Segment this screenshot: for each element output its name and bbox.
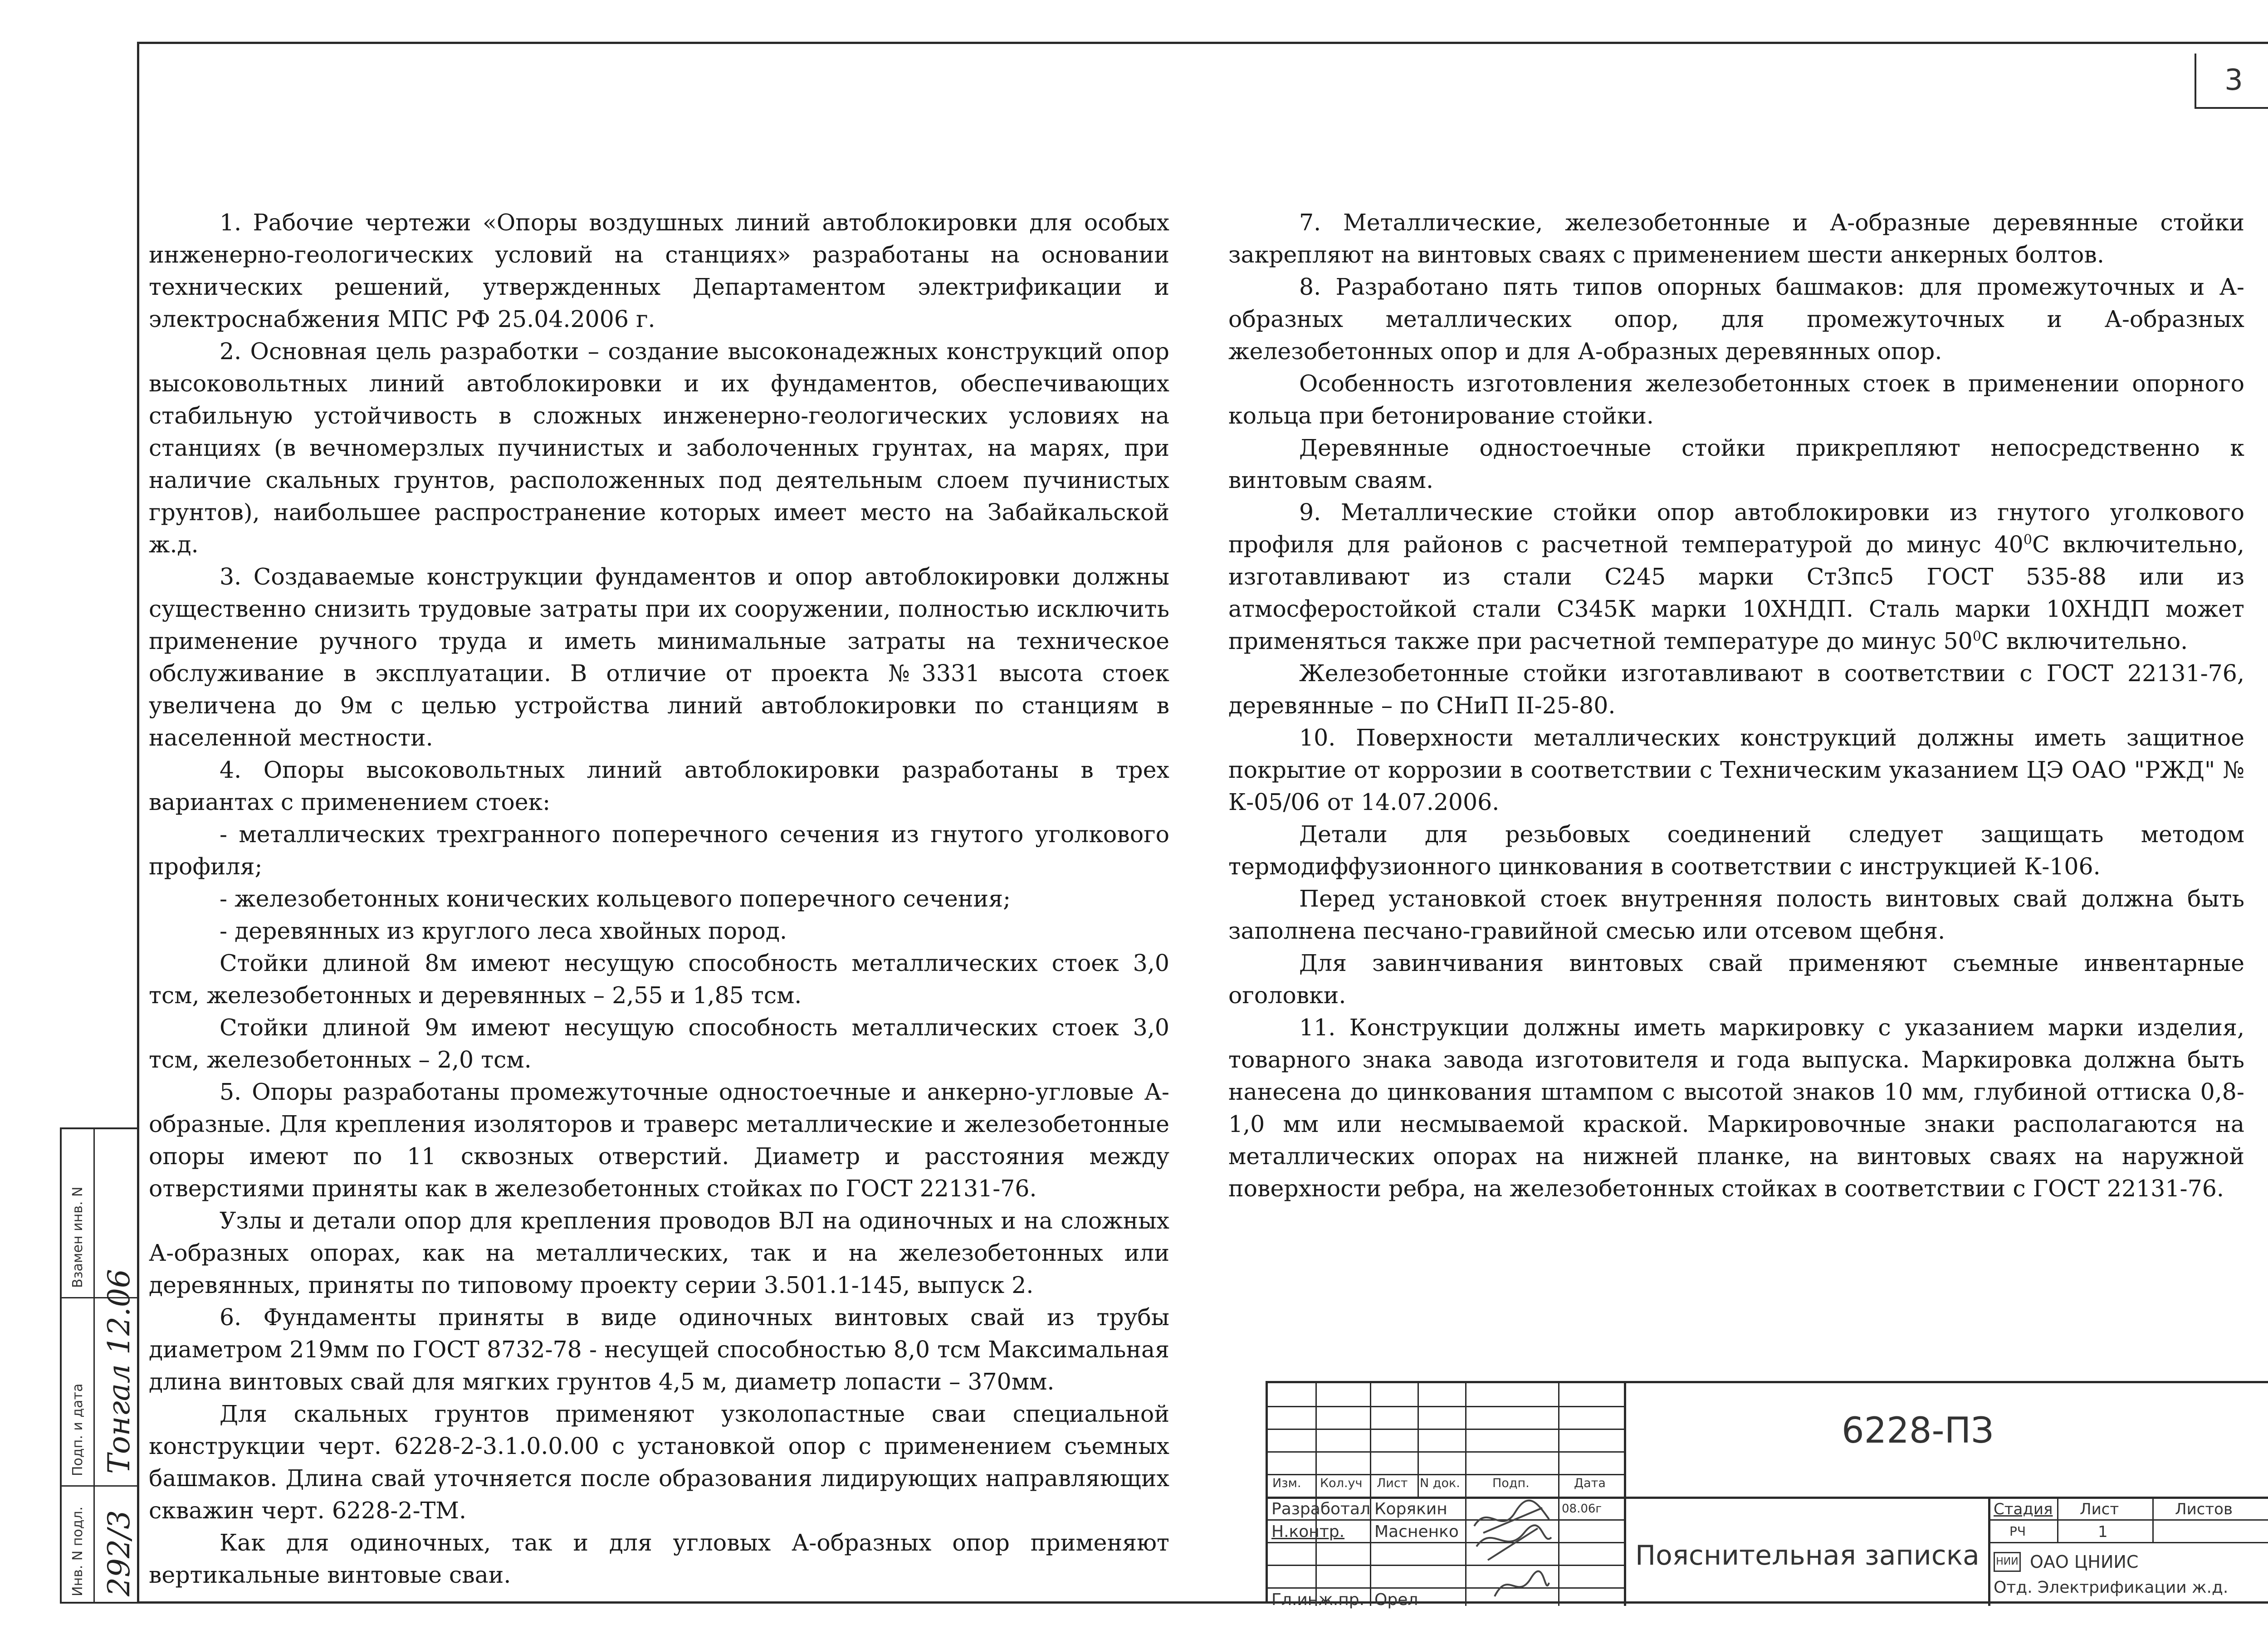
row-chief-role: Гл.инж.пр.: [1271, 1590, 1365, 1609]
sheet-label: Лист: [2080, 1500, 2119, 1518]
header-date: Дата: [1574, 1476, 1606, 1490]
label-inventory-number: Инв. N подл.: [70, 1506, 86, 1596]
org-logo-icon: НИИ: [1994, 1552, 2021, 1572]
label-replacement-inv: Взамен инв. N: [70, 1186, 86, 1288]
paragraph-9-part-c: С включительно.: [1981, 628, 2188, 654]
inventory-number-value: 292/3: [102, 1510, 137, 1596]
grid-line: [1988, 1542, 2268, 1543]
paragraph-3: 3. Создаваемые конструкции фундаментов и опор автоблокировки должны существенно снизить трудовые затраты при их сооружении, полностью исключить применение ручного труда и иметь минимальные затраты на техническое обслуживание в эксплуатации. В отличие от проекта №3331 высота стоек увеличена до 9м с целью устройства линий автоблокировки по станциям в населенной местности.: [149, 563, 1169, 751]
grid-line: [1315, 1383, 1317, 1606]
degree-sup: 0: [2023, 532, 2032, 548]
right-column: [1228, 206, 2244, 1205]
paragraph-4b: Стойки длиной 8м имеют несущую способность металлических стоек 3,0 тсм, железобетонных и деревянных – 2,55 и 1,85 тсм.: [149, 950, 1169, 1009]
grid-line: [1268, 1474, 1624, 1475]
margin-strip: [60, 1127, 137, 1604]
grid-line: [1465, 1383, 1466, 1606]
row-developed-date: 08.06г: [1562, 1502, 1602, 1516]
row-normcontrol-name: Масненко: [1374, 1522, 1459, 1541]
paragraph-5b: Узлы и детали опор для крепления проводов ВЛ на одиночных и на сложных А-образных опорах, как на металлических, так и на железобетонных или деревянных, приняты по типовому проекту серии 3.501.1-145, выпуск 2.: [149, 1207, 1169, 1298]
left-column: [149, 206, 1169, 1591]
title-block: [1266, 1381, 2268, 1609]
paragraph-8c: Деревянные одностоечные стойки прикрепляют непосредственно к винтовым сваям.: [1228, 434, 2244, 493]
row-developed-role: Разработал: [1271, 1500, 1371, 1518]
document-title: Пояснительная записка: [1635, 1540, 1980, 1571]
sheet-value: 1: [2098, 1523, 2108, 1541]
stage-label: Стадия: [1994, 1500, 2053, 1518]
header-doc-number: N док.: [1420, 1476, 1460, 1490]
paragraph-10: 10. Поверхности металлических конструкций должны иметь защитное покрытие от коррозии в соответствии с Техническим указанием ЦЭ ОАО "РЖД" № К-05/06 от 14.07.2006.: [1228, 724, 2244, 815]
grid-line: [1268, 1406, 1624, 1407]
paragraph-10b: Детали для резьбовых соединений следует защищать методом термодиффузионного цинкования в соответствии с инструкцией К-106.: [1228, 821, 2244, 880]
paragraph-10c: Перед установкой стоек внутренняя полость винтовых свай должна быть заполнена песчано-гравийной смесью или отсевом щебня.: [1228, 885, 2244, 944]
signature-scribble: [1486, 1565, 1554, 1606]
header-sheet: Лист: [1377, 1476, 1408, 1490]
paragraph-4c: Стойки длиной 9м имеют несущую способность металлических стоек 3,0 тсм, железобетонных – 2,0 тсм.: [149, 1014, 1169, 1073]
paragraph-5: 5. Опоры разработаны промежуточные одностоечные и анкерно-угловые А-образные. Для крепления изоляторов и траверс металлические и железобетонные опоры имеют по 11 сквозных отверстий. Диаметр и расстояния между отверстиями приняты как в железобетонных стойках по ГОСТ 22131-76.: [149, 1078, 1169, 1202]
grid-line: [1558, 1383, 1559, 1606]
row-developed-name: Корякин: [1374, 1500, 1447, 1518]
signature-date-value: Тонгал 12.06: [102, 1269, 137, 1474]
grid-line: [1418, 1383, 1419, 1497]
strip-divider: [62, 1485, 137, 1487]
paragraph-9-part-a: 9. Металлические стойки опор автоблокировки из гнутого уголкового профиля для районов с расчетной температурой до минус 40: [1228, 499, 2244, 558]
grid-line: [2152, 1497, 2154, 1542]
row-chief-name: Орел: [1374, 1590, 1418, 1609]
grid-line: [1268, 1451, 1624, 1453]
header-count: Кол.уч: [1320, 1476, 1363, 1490]
list-item: - металлических трехгранного поперечного сечения из гнутого уголкового профиля;: [149, 821, 1169, 880]
grid-line: [1268, 1542, 1624, 1543]
grid-line: [1988, 1519, 2268, 1521]
grid-line: [1268, 1587, 1624, 1589]
signature-scribble: [1470, 1519, 1556, 1565]
grid-line: [1624, 1383, 1626, 1606]
grid-line: [1988, 1497, 1990, 1606]
label-signature-date: Подп. и дата: [70, 1383, 86, 1476]
paragraph-6: 6. Фундаменты приняты в виде одиночных винтовых свай из трубы диаметром 219мм по ГОСТ 8732-78 - несущей способностью 8,0 тсм Максимальная длина винтовых свай для мягких грунтов 4,5 м, диаметр лопасти – 370мм.: [149, 1304, 1169, 1395]
paragraph-7: 7. Металлические, железобетонные и А-образные деревянные стойки закрепляют на винтовых сваях с применением шести анкерных болтов.: [1228, 209, 2244, 268]
list-item: - железобетонных конических кольцевого поперечного сечения;: [220, 885, 1011, 912]
paragraph-4: 4. Опоры высоковольтных линий автоблокировки разработаны в трех вариантах с применением стоек:: [149, 756, 1169, 815]
paragraph-9-part-b: С включительно, изготавливают из стали С245 марки Ст3пс5 ГОСТ 535-88 или из атмосферостойкой стали С345К марки 10ХНДП. Сталь марки 10ХНДП может применяться также при расчетной температуре до минус 50: [1228, 531, 2244, 654]
sheets-label: Листов: [2175, 1500, 2233, 1518]
paragraph-10d: Для завинчивания винтовых свай применяют съемные инвентарные оголовки.: [1228, 950, 2244, 1009]
paragraph-2: 2. Основная цель разработки – создание высоконадежных конструкций опор высоковольтных линий автоблокировки и их фундаментов, обеспечивающих стабильную устойчивость в сложных инженерно-геологических условиях на станциях (в вечномерзлых пучинистых и заболоченных грунтах, на марях, при наличие скальных грунтов, расположенных под деятельным слоем пучинистых грунтов), наибольшее распространение которых имеет место на Забайкальской ж.д.: [149, 338, 1169, 558]
paragraph-6c: Как для одиночных, так и для угловых А-образных опор применяют вертикальные винтовые сваи.: [149, 1529, 1169, 1588]
paragraph-9: [1228, 496, 2244, 657]
header-signature: Подп.: [1492, 1476, 1530, 1490]
paragraph-9b: Железобетонные стойки изготавливают в соответствии с ГОСТ 22131-76, деревянные – по СНиП II-25-80.: [1228, 660, 2244, 719]
paragraph-8: 8. Разработано пять типов опорных башмаков: для промежуточных и А-образных металлических опор, для промежуточных и А-образных железобетонных опор и для А-образных деревянных опор.: [1228, 273, 2244, 365]
stage-value: РЧ: [2009, 1524, 2026, 1539]
page-number: 3: [2195, 54, 2268, 109]
grid-line: [1268, 1565, 1624, 1566]
grid-line: [1268, 1429, 1624, 1430]
grid-line: [2057, 1497, 2058, 1542]
paragraph-1: 1. Рабочие чертежи «Опоры воздушных линий автоблокировки для особых инженерно-геологических условий на станциях» разработаны на основании технических решений, утвержденных Департаментом электрификации и электроснабжения МПС РФ 25.04.2006 г.: [149, 209, 1169, 332]
paragraph-6b: Для скальных грунтов применяют узколопастные сваи специальной конструкции черт. 6228-2-3.1.0.0.00 с установкой опор с применением съемных башмаков. Длина свай уточняется после образования лидирующих направляющих скважин черт. 6228-2-ТМ.: [149, 1400, 1169, 1524]
grid-line: [1268, 1497, 2268, 1499]
org-department: Отд. Электрификации ж.д.: [1994, 1578, 2229, 1597]
header-change: Изм.: [1272, 1476, 1301, 1490]
paragraph-11: 11. Конструкции должны иметь маркировку с указанием марки изделия, товарного знака завода изготовителя и года выпуска. Маркировка должна быть нанесена до цинкования штампом с высотой знаков 10 мм, глубиной оттиска 0,8-1,0 мм или несмываемой краской. Маркировочные знаки располагаются на металлических опорах на нижней планке, на винтовых сваях на наружной поверхности ребра, на железобетонных стойках в соответствии с ГОСТ 22131-76.: [1228, 1014, 2244, 1202]
org-name: ОАО ЦНИИС: [2030, 1552, 2139, 1572]
paragraph-8b: Особенность изготовления железобетонных стоек в применении опорного кольца при бетонирование стойки.: [1228, 370, 2244, 429]
grid-line: [1268, 1519, 1624, 1521]
document-code: 6228-ПЗ: [1842, 1410, 1994, 1451]
row-normcontrol-role: Н.контр.: [1271, 1522, 1345, 1541]
degree-sup: 0: [1972, 629, 1981, 645]
grid-line: [1370, 1383, 1371, 1606]
list-item: - деревянных из круглого леса хвойных пород.: [220, 917, 787, 944]
